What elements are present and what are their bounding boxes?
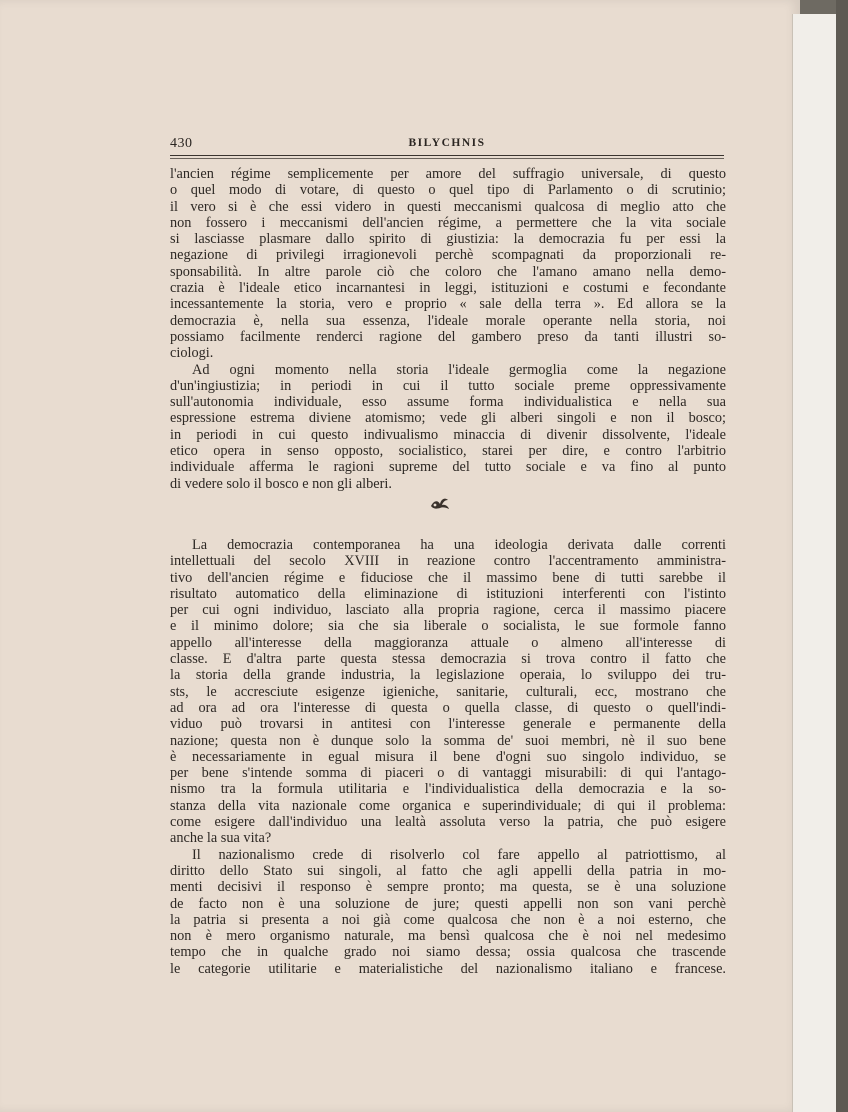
text-line: nazione; questa non è dunque solo la somma de' suoi membri, nè il suo bene [170, 732, 726, 749]
text-line: sull'autonomia individuale, esso assume forma individualistica e nella sua [170, 394, 726, 411]
header-rule-secondary [170, 158, 724, 159]
text-line: sts, le accresciute esigenze igieniche, sanitarie, culturali, ecc, mostrano che [170, 683, 726, 700]
body-text-upper [170, 166, 726, 492]
text-line: la storia della grande industria, la legislazione operaia, lo sviluppo dei tru- [170, 667, 726, 684]
text-line: incessantemente la storia, vero e proprio « sale della terra ». Ed allora se la [170, 296, 726, 313]
scan-background-edge [836, 0, 848, 1112]
text-line: appello all'interesse della maggioranza attuale o almeno all'interesse di [170, 634, 726, 651]
text-line: tivo dell'ancien régime e fiduciose che il massimo bene di tutti sarebbe il [170, 569, 726, 586]
text-line: Ad ogni momento nella storia l'ideale germoglia come la negazione [192, 361, 726, 378]
header-rule [170, 155, 724, 156]
text-line: ciologi. [170, 345, 214, 362]
text-line: la patria si presenta a noi già come qualcosa che non è a noi esterno, che [170, 911, 726, 928]
text-line: possiamo facilmente renderci ragione del gambero preso da tanti illustri so- [170, 328, 726, 345]
text-line: il vero si è che essi videro in questi meccanismi qualcosa di meglio atto che [170, 198, 726, 215]
text-line: de facto non è una soluzione de jure; questi appelli non son vani perchè [170, 895, 726, 912]
paragraph-3 [170, 537, 726, 847]
paragraph-1 [170, 166, 726, 362]
text-line: si lasciasse plasmare dallo spirito di giustizia: la democrazia fu per essi la [170, 231, 726, 248]
running-title: BILYCHNIS [408, 137, 486, 149]
text-line: tempo che in qualche grado noi siamo dessa; ossia qualcosa che trascende [170, 944, 726, 961]
text-line: le categorie utilitarie e materialistiche del nazionalismo italiano e francese. [170, 960, 726, 977]
text-line: espressione estrema diviene atomismo; vede gli alberi singoli e non il bosco; [170, 410, 726, 427]
text-line: per bene s'intende somma di piaceri o di vantaggi misurabili: di qui l'antago- [170, 765, 726, 782]
text-line: classe. E d'altra parte questa stessa democrazia si trova contro il fatto che [170, 651, 726, 668]
text-line: negazione di privilegi irragionevoli perchè scompagnati da proporzionali re- [170, 247, 726, 264]
text-line: diritto dello Stato sui singoli, al fatto che agli appelli della patria in mo- [170, 862, 726, 879]
text-line: come esigere dall'individuo una lealtà assoluta verso la patria, che può esigere [170, 814, 726, 831]
body-text-lower [170, 537, 726, 977]
fleuron-icon [428, 494, 452, 512]
text-line: non fossero i meccanismi dell'ancien régime, a permettere che la vita sociale [170, 214, 726, 231]
text-line: democrazia è, nella sua essenza, l'ideale morale operante nella storia, noi [170, 312, 726, 329]
text-line: ad ora ad ora l'interesse di questa o quella classe, di questo o quell'indi- [170, 699, 726, 716]
text-line: viduo può trovarsi in antitesi con l'interesse generale e permanente della [170, 716, 726, 733]
paragraph-4 [170, 847, 726, 977]
text-line: per cui ogni individuo, lasciato alla propria ragione, cerca il massimo piacere [170, 602, 726, 619]
text-line: è necessariamente in egual misura il bene d'ogni suo singolo individuo, se [170, 748, 726, 765]
page-number: 430 [170, 136, 193, 151]
text-line: e il minimo dolore; sia che sia liberale o socialista, le sue formole fanno [170, 618, 726, 635]
text-line: l'ancien régime semplicemente per amore del suffragio universale, di questo [170, 166, 726, 182]
text-line: crazia è l'ideale etico incarnantesi in leggi, istituzioni e costumi e fecondante [170, 280, 726, 297]
text-line: anche la sua vita? [170, 830, 272, 847]
text-line: sponsabilità. In altre parole ciò che coloro che l'amano amano nella demo- [170, 263, 726, 280]
text-line: risultato automatico della eliminazione di istituzioni interferenti con l'istinto [170, 585, 726, 602]
text-line: di vedere solo il bosco e non gli alberi. [170, 475, 392, 492]
text-line: menti decisivi il responso è sempre pronto; ma questa, se è una soluzione [170, 879, 726, 896]
text-line: non è mero organismo naturale, ma bensì qualcosa che è noi nel medesimo [170, 928, 726, 945]
text-line: nismo tra la formula utilitaria e l'individualistica della democrazia e la so- [170, 781, 726, 798]
paragraph-2 [170, 362, 726, 492]
page-header [170, 136, 724, 152]
text-line: d'un'ingiustizia; in periodi in cui il tutto sociale preme oppressivamente [170, 377, 726, 394]
text-line: etico opera in senso opposto, socialistico, starei per dire, e contro l'arbitrio [170, 443, 726, 460]
text-line: stanza della vita nazionale come organica e superindividuale; di qui il problema: [170, 797, 726, 814]
text-line: in periodi in cui questo indivualismo minaccia di divenir dissolvente, l'ideale [170, 426, 726, 443]
text-line: Il nazionalismo crede di risolverlo col fare appello al patriottismo, al [192, 846, 726, 863]
text-line: o quel modo di votare, di questo o quel tipo di Parlamento o di scrutinio; [170, 182, 726, 199]
text-line: intellettuali del secolo XVIII in reazione contro l'accentramento amministra- [170, 553, 726, 570]
text-line: individuale afferma le ragioni supreme del tutto sociale e va fino al punto [170, 459, 726, 476]
text-line: La democrazia contemporanea ha una ideologia derivata dalle correnti [192, 537, 726, 553]
